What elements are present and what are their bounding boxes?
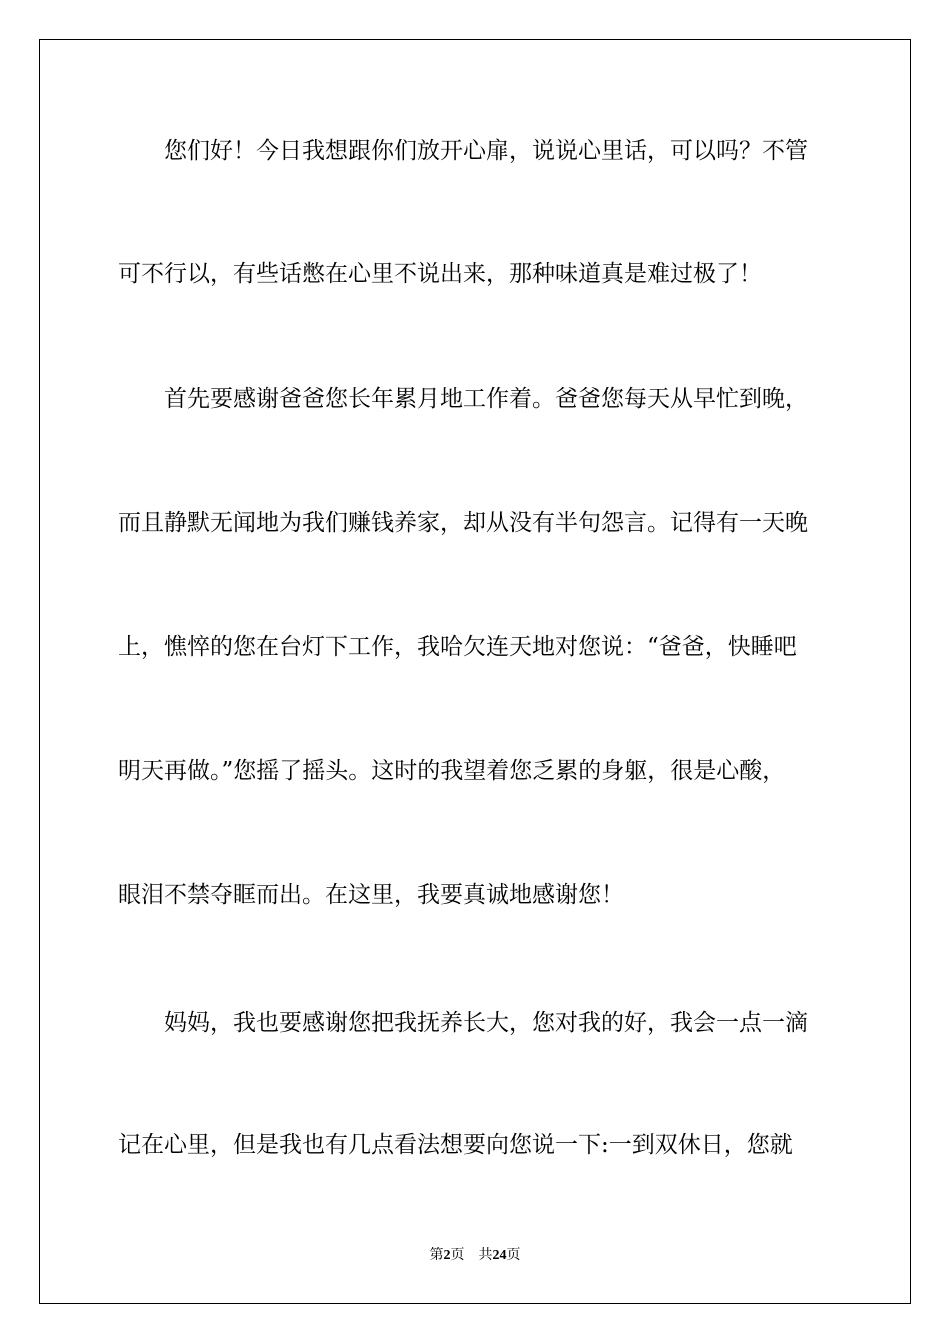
total-prefix: 共 xyxy=(478,1248,493,1263)
paragraph-line: 首先要感谢爸爸您长年累月地工作着。爸爸您每天从早忙到晚， xyxy=(164,386,808,412)
total-pages: 24 xyxy=(492,1248,507,1263)
page-border xyxy=(39,39,911,1304)
page-footer xyxy=(0,1246,950,1266)
paragraph-line: 明天再做。”您摇了摇头。这时的我望着您乏累的身躯，很是心酸， xyxy=(118,758,786,784)
paragraph-line: 而且静默无闻地为我们赚钱养家，却从没有半句怨言。记得有一天晚 xyxy=(118,510,808,536)
paragraph-line: 妈妈，我也要感谢您把我抚养长大，您对我的好，我会一点一滴 xyxy=(164,1010,808,1036)
page-prefix: 第 xyxy=(429,1248,444,1263)
paragraph-line: 记在心里，但是我也有几点看法想要向您说一下:一到双休日，您就 xyxy=(118,1132,793,1158)
paragraph-line: 眼泪不禁夺眶而出。在这里，我要真诚地感谢您！ xyxy=(118,882,624,908)
paragraph-line: 可不行以，有些话憋在心里不说出来，那种味道真是难过极了！ xyxy=(118,261,762,287)
page-number: 2 xyxy=(443,1248,451,1263)
paragraph-line: 您们好！今日我想跟你们放开心扉，说说心里话，可以吗？不管 xyxy=(164,138,808,164)
total-suffix: 页 xyxy=(506,1248,521,1263)
paragraph-line: 上，憔悴的您在台灯下工作，我哈欠连天地对您说：“爸爸，快睡吧 xyxy=(118,634,797,660)
page-suffix: 页 xyxy=(450,1248,465,1263)
